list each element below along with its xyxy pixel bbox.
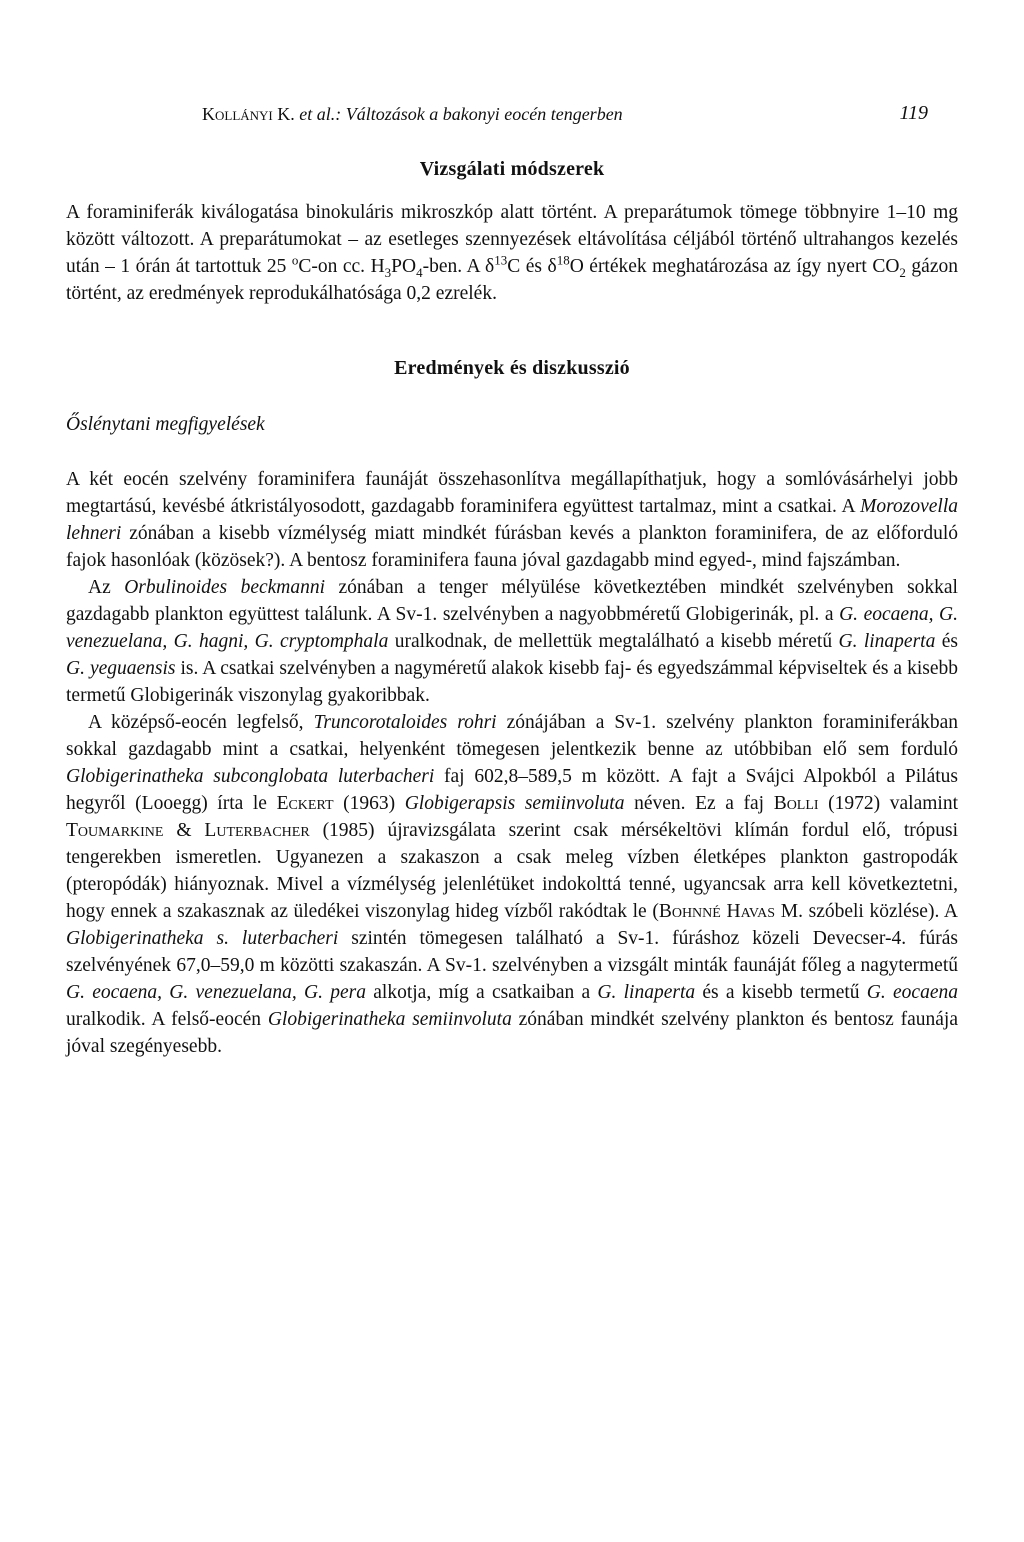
results-paragraph-3: A középső-eocén legfelső, Truncorotaloides rohri zónájában a Sv-1. szelvény plankton foraminiferákban sokkal gazdagabb mint a csatkai, helyenként tömegesen jelentkezik benne az utóbbiban elő sem forduló Globigerinatheka subconglobata luterbacheri faj 602,8–589,5 m között. A fajt a Svájci Alpokból a Pilátus hegyről (Looegg) írta le Eckert (1963) Globigerapsis semiinvoluta néven. Ez a faj Bolli (1972) valamint Toumarkine & Luterbacher (1985) újravizsgálata szerint csak mérsékeltövi klímán fordul elő, trópusi tengerekben ismeretlen. Ugyanezen a szakaszon a csak meleg vízben életképes plankton gastropodák (pteropódák) hiányoznak. Mivel a vízmélység jelenlétüket indokolttá tenné, ugyancsak arra kell következtetni, hogy ennek a szakasznak az üledékei viszonylag hideg vízből rakódtak le (Bohnné Havas M. szóbeli közlése). A Globigerinatheka s. luterbacheri szintén tömegesen található a Sv-1. fúráshoz közeli Devecser-4. fúrás szelvényének 67,0–59,0 m közötti szakaszán. A Sv-1. szelvényben a vizsgált minták faunáját főleg a nagytermetű G. eocaena, G. venezuelana, G. pera alkotja, míg a csatkaiban a G. linaperta és a kisebb termetű G. eocaena uralkodik. A felső-eocén Globigerinatheka semiinvoluta zónában mindkét szelvény plankton és bentosz faunája jóval szegényesebb. [66, 712, 958, 1057]
methods-heading: Vizsgálati módszerek [419, 158, 605, 180]
running-head-etal: et al. [294, 104, 336, 124]
page-number: 119 [899, 102, 928, 124]
running-head [66, 100, 958, 140]
page [66, 100, 958, 1060]
methods-paragraph: A foraminiferák kiválogatása binokuláris mikroszkóp alatt történt. A preparátumok tömege többnyire 1–10 mg között változott. A preparátumokat – az esetleges szennyezések eltávolítása céljából történő ultrahangos kezelés után – 1 órán át tartottuk 25 $^o$C-on cc. $H_3PO_4$-ben. A $\delta^{13}C$ és $\delta^{18}O$ értékek meghatározása az így nyert $CO_2$ gázon történt, az eredmények reprodukálhatósága 0,2 ezrelék. [66, 202, 958, 304]
running-head-article-title: : Változások a bakonyi eocén tengerben [335, 104, 623, 124]
results-heading: Eredmények és diszkusszió [394, 357, 630, 379]
results-paragraph-1: A két eocén szelvény foraminifera faunáját összehasonlítva megállapíthatjuk, hogy a somlóvásárhelyi jobb megtartású, kevésbé átkristályosodott, gazdagabb foraminifera együttest tartalmaz, mint a csatkai. A Morozovella lehneri zónában a kisebb vízmélység miatt mindkét fúrásban kevés a plankton foraminifera, de az előforduló fajok hasonlóak (közösek?). A bentosz foraminifera fauna jóval gazdagabb mind egyed-, mind fajszámban. [66, 469, 958, 571]
running-head-author: Kollányi K. [202, 104, 295, 124]
results-paragraph-2: Az Orbulinoides beckmanni zónában a tenger mélyülése következtében mindkét szelvényben sokkal gazdagabb plankton együttest találunk. A Sv-1. szelvényben a nagyobbméretű Globigerinák, pl. a G. eocaena, G. venezuelana, G. hagni, G. cryptomphala uralkodnak, de mellettük megtalálható a kisebb méretű G. linaperta és G. yeguaensis is. A csatkai szelvényben a nagyméretű alakok kisebb faj- és egyedszámmal képviseltek és a kisebb termetű Globigerinák viszonylag gyakoribbak. [66, 577, 958, 706]
paleontology-subheading: Őslénytani megfigyelések [66, 414, 265, 435]
running-head-title [202, 104, 623, 125]
